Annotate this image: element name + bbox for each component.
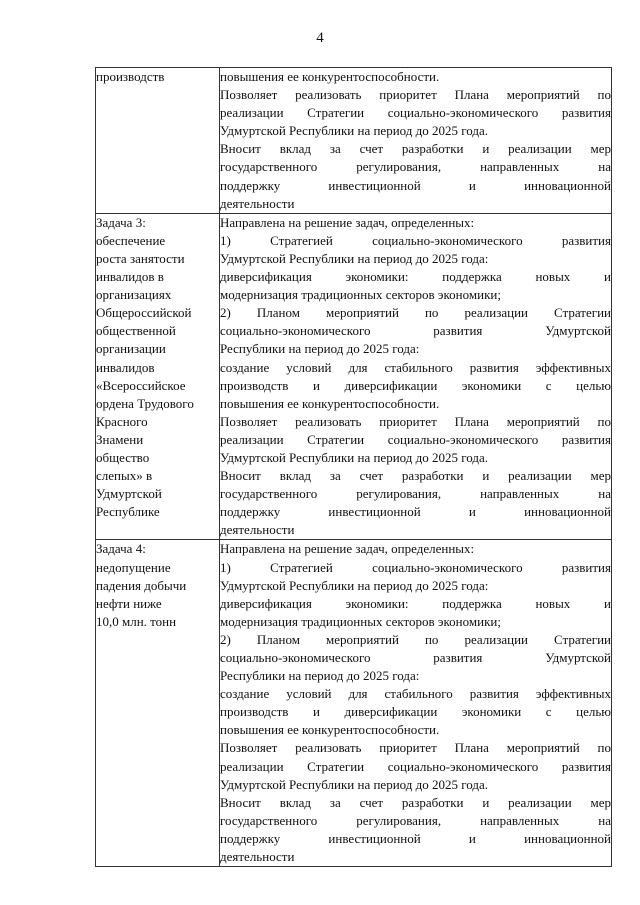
task-cell [96, 68, 220, 214]
description-line: Удмуртской Республики на период до 2025 года. [220, 449, 489, 465]
description-line: Удмуртской Республики на период до 2025 года: [220, 577, 489, 593]
description-line: реализации Стратегии социально-экономического развития [220, 105, 611, 121]
description-line: 1) Стратегией социально-экономического развития [220, 232, 611, 248]
description-line: социально-экономического развития Удмуртской [220, 650, 611, 665]
description-line: государственного регулирования, направленных на [220, 486, 611, 502]
description-line: повышения ее конкурентоспособности. [220, 69, 440, 84]
description-line: государственного регулирования, направленных на [220, 159, 611, 175]
description-line: Позволяет реализовать приоритет Плана мероприятий по [220, 413, 611, 429]
task-line: роста занятости [96, 250, 185, 266]
description-line: Удмуртской Республики на период до 2025 года: [220, 250, 489, 266]
description-cell [220, 213, 612, 540]
description-cell [220, 540, 612, 867]
task-line: инвалидов в [96, 269, 164, 285]
description-cell [220, 68, 612, 214]
description-line: диверсификация экономики: поддержка новых и [220, 269, 611, 285]
description-line: производств и диверсификации экономики с целью [220, 704, 611, 720]
task-line: Республике [96, 504, 160, 520]
task-line: «Всероссийское [96, 377, 186, 393]
description-line: создание условий для стабильного развития эффективных [220, 686, 611, 702]
task-line: недопущение [96, 559, 171, 575]
description-line: Вносит вклад за счет разработки и реализации мер [220, 468, 611, 484]
table-row [96, 540, 612, 867]
page-number: 4 [316, 30, 324, 46]
task-line: организациях [96, 287, 172, 303]
task-line: Удмуртской [96, 486, 162, 502]
description-line: производств и диверсификации экономики с целью [220, 377, 611, 393]
description-line: поддержку инвестиционной и инновационной [220, 177, 611, 193]
task-line: Красного [96, 413, 148, 429]
task-cell [96, 540, 220, 867]
task-line: общество [96, 449, 150, 465]
description-line: Направлена на решение задач, определенных: [220, 214, 475, 230]
description-line: Республики на период до 2025 года: [220, 668, 420, 684]
description-line: Вносит вклад за счет разработки и реализации мер [220, 794, 611, 810]
tasks-table [95, 67, 612, 867]
description-line: государственного регулирования, направленных на [220, 812, 611, 828]
task-line: падения добычи [96, 577, 187, 593]
description-line: Позволяет реализовать приоритет Плана мероприятий по [220, 87, 611, 103]
task-line: Задача 3: [96, 214, 146, 230]
description-line: создание условий для стабильного развития эффективных [220, 359, 611, 375]
task-line: Задача 4: [96, 541, 146, 557]
description-line: модернизация традиционных секторов экономики; [220, 287, 501, 303]
description-line: реализации Стратегии социально-экономического развития [220, 431, 611, 447]
task-line: инвалидов [96, 359, 155, 375]
task-line: ордена Трудового [96, 395, 194, 411]
table-row [96, 68, 612, 214]
description-line: Удмуртской Республики на период до 2025 года. [220, 776, 489, 792]
task-line: слепых» в [96, 468, 153, 484]
description-line: 2) Планом мероприятий по реализации Стратегии [220, 305, 611, 321]
task-cell [96, 213, 220, 540]
description-line: 1) Стратегией социально-экономического развития [220, 559, 611, 575]
task-line: Общероссийской [96, 305, 192, 321]
description-line: деятельности [220, 195, 295, 211]
description-line: модернизация традиционных секторов экономики; [220, 613, 501, 629]
description-line: поддержку инвестиционной и инновационной [220, 830, 611, 846]
description-line: Направлена на решение задач, определенных: [220, 541, 475, 557]
task-line: 10,0 млн. тонн [96, 613, 177, 629]
table-row [96, 213, 612, 540]
description-line: повышения ее конкурентоспособности. [220, 722, 440, 738]
description-line: 2) Планом мероприятий по реализации Стратегии [220, 631, 611, 647]
description-line: социально-экономического развития Удмуртской [220, 323, 611, 339]
task-line: Знамени [96, 431, 144, 447]
description-line: Позволяет реализовать приоритет Плана мероприятий по [220, 740, 611, 756]
task-line: нефти ниже [96, 595, 162, 611]
description-line: Республики на период до 2025 года: [220, 341, 420, 357]
description-line: поддержку инвестиционной и инновационной [220, 504, 611, 520]
description-line: Вносит вклад за счет разработки и реализации мер [220, 141, 611, 157]
description-line: повышения ее конкурентоспособности. [220, 395, 440, 411]
task-line: производств [96, 69, 165, 84]
task-line: обеспечение [96, 232, 166, 248]
description-line: диверсификация экономики: поддержка новых и [220, 595, 611, 611]
task-line: организации [96, 341, 166, 357]
description-line: реализации Стратегии социально-экономического развития [220, 758, 611, 774]
description-line: Удмуртской Республики на период до 2025 года. [220, 123, 489, 139]
description-line: деятельности [220, 522, 295, 538]
description-line: деятельности [220, 849, 295, 865]
task-line: общественной [96, 323, 176, 339]
